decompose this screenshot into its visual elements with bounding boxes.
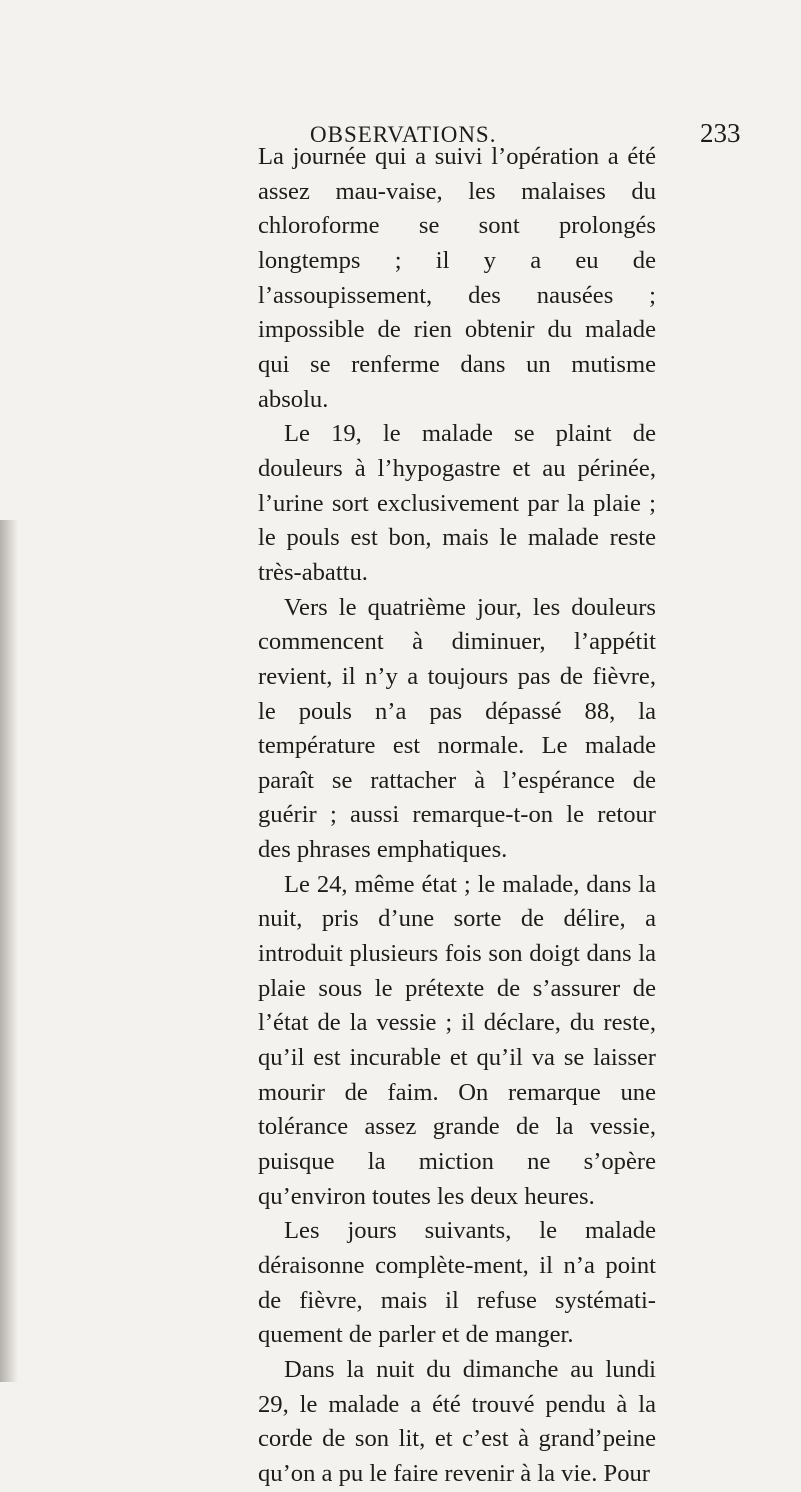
paragraph-2: Le 19, le malade se plaint de douleurs à l’hypogastre et au périnée, l’urine sort exclusivement par la plaie ; le pouls est bon, mais le malade reste très-abattu. bbox=[258, 420, 656, 586]
paragraph-5: Les jours suivants, le malade déraisonne complète-ment, il n’a point de fièvre, mais il refuse systémati-quement de parler et de manger. bbox=[258, 1217, 656, 1349]
paragraph-3: Vers le quatrième jour, les douleurs commencent à diminuer, l’appétit revient, il n’y a toujours pas de fièvre, le pouls n’a pas dépassé 88, la température est normale. Le malade paraît se rattacher à l’espérance de guérir ; aussi remarque-t-on le retour des phrases emphatiques. bbox=[258, 593, 656, 864]
binding-shadow bbox=[0, 520, 18, 1382]
paragraph-4: Le 24, même état ; le malade, dans la nuit, pris d’une sorte de délire, a introduit plusieurs fois son doigt dans la plaie sous le prétexte de s’assurer de l’état de la vessie ; il déclare, du reste, qu’il est incurable et qu’il va se laisser mourir de faim. On remarque une tolérance assez grande de la vessie, puisque la miction ne s’opère qu’environ toutes les deux heures. bbox=[258, 870, 656, 1210]
paragraph-1: La journée qui a suivi l’opération a été assez mau-vaise, les malaises du chloroforme se sont prolongés longtemps ; il y a eu de l’assoupissement, des nausées ; impossible de rien obtenir du malade qui se renferme dans un mutisme absolu. bbox=[258, 143, 656, 413]
running-head-title: OBSERVATIONS. bbox=[310, 122, 497, 147]
paragraph-6: Dans la nuit du dimanche au lundi 29, le malade a été trouvé pendu à la corde de son lit, et c’est à grand’peine qu’on a pu le faire revenir à la vie. Pour bbox=[258, 1355, 656, 1487]
body-text bbox=[258, 140, 656, 1492]
page-number: 233 bbox=[700, 118, 741, 148]
